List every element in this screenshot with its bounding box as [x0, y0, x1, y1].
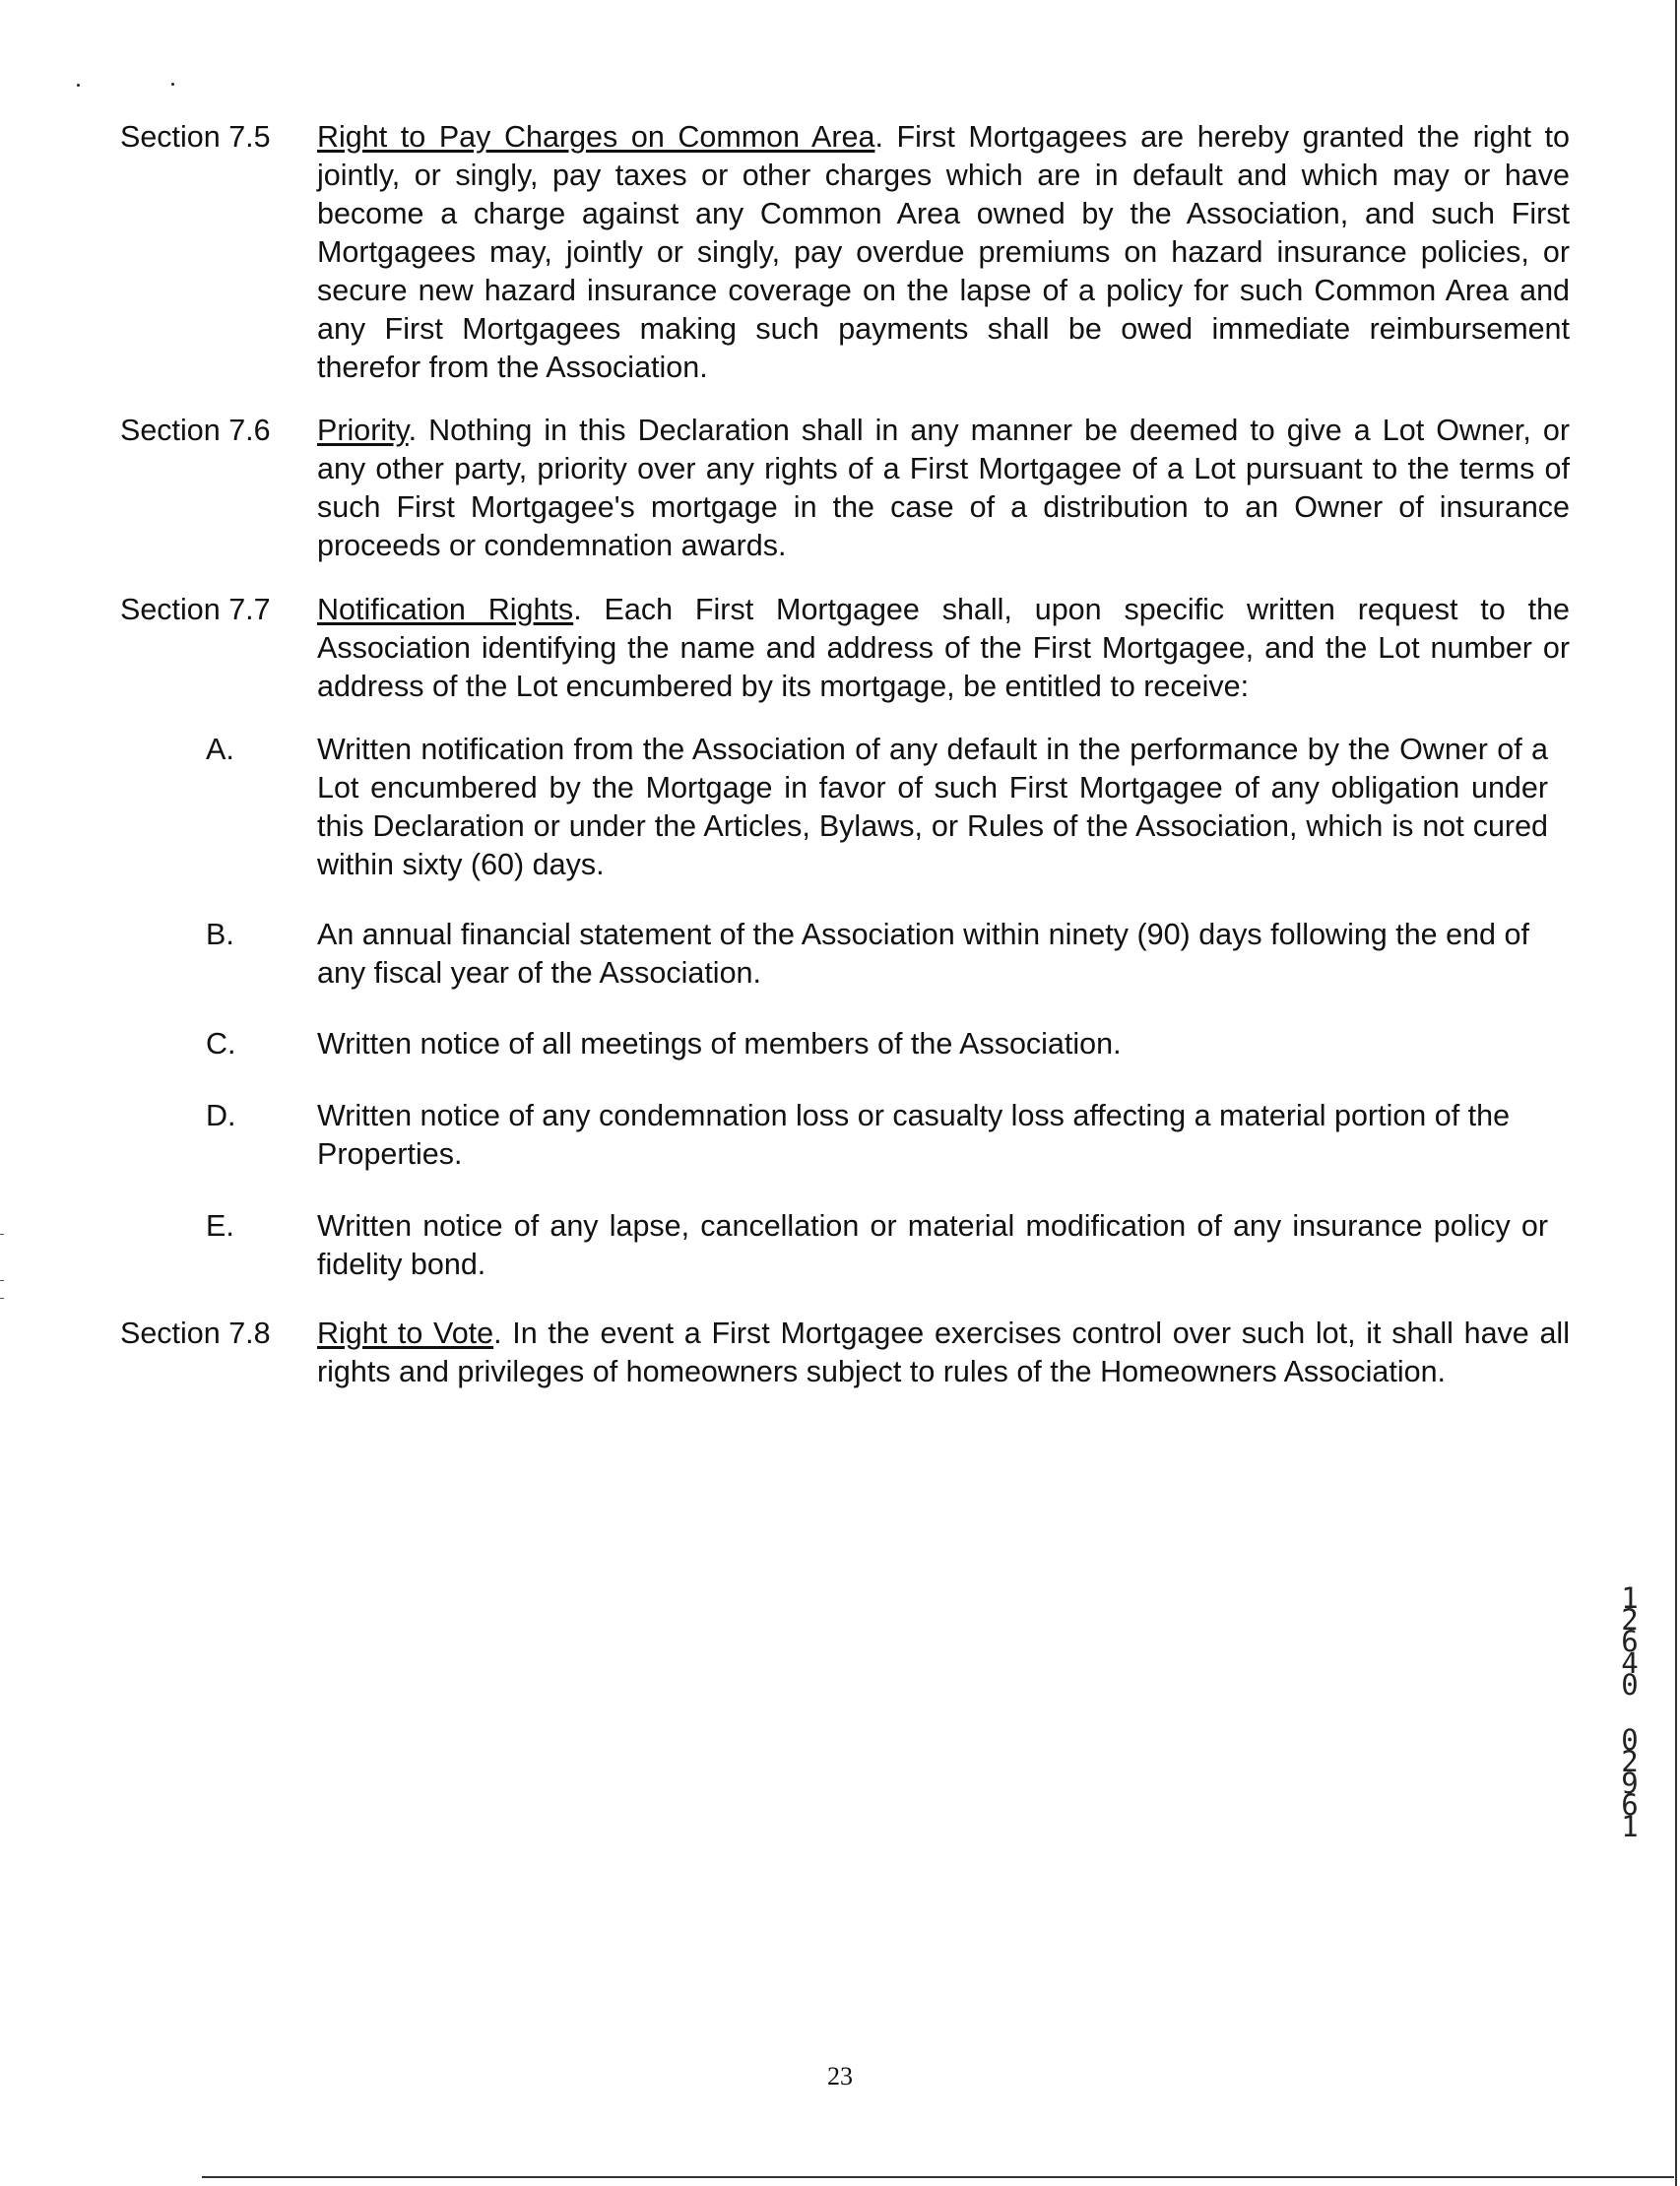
- section-heading: Priority: [317, 414, 409, 447]
- section-7-6: [120, 412, 1570, 565]
- scan-artifact: [171, 83, 174, 86]
- document-id-part-2: 02961: [1621, 1723, 1639, 1843]
- section-paragraph: [317, 1315, 1570, 1391]
- section-heading: Notification Rights: [317, 593, 574, 626]
- section-body: . Nothing in this Declaration shall in any manner be deemed to give a Lot Owner, or any other party, priority over any rights of a First Mortgagee of a Lot pursuant to the terms of such First Mortgagee's mortgage in the case of a distribution to an Owner of insurance proceeds or condemnation awards.: [317, 414, 1570, 562]
- list-item-letter: C.: [206, 1027, 236, 1061]
- section-label: Section 7.8: [120, 1317, 271, 1350]
- list-item-letter: E.: [206, 1209, 234, 1243]
- list-item-text: Written notice of any condemnation loss or casualty loss affecting a material portion of the Properties.: [317, 1099, 1511, 1171]
- section-body: . Each First Mortgagee shall, upon specific written request to the Association identifying the name and address of the First Mortgagee, and the Lot number or address of the Lot encumbered by its mortgage, be entitled to receive:: [317, 593, 1570, 703]
- list-item-text: Written notice of all meetings of members of the Association.: [317, 1027, 1122, 1061]
- document-id-part-1: 12640: [1621, 1581, 1639, 1702]
- page-number: 23: [827, 2062, 853, 2090]
- list-item-letter: D.: [206, 1099, 236, 1132]
- section-label: Section 7.7: [120, 593, 271, 626]
- section-paragraph: [317, 412, 1570, 565]
- section-7-7: [120, 591, 1570, 706]
- section-heading: Right to Vote: [317, 1317, 494, 1350]
- section-label: Section 7.5: [120, 120, 271, 154]
- section-7-5: [120, 118, 1570, 387]
- section-paragraph: [317, 118, 1570, 387]
- section-heading: Right to Pay Charges on Common Area: [317, 120, 875, 154]
- scan-artifact: [0, 1234, 4, 1235]
- list-item: [120, 916, 1548, 993]
- scan-artifact: [0, 1280, 4, 1281]
- section-label: Section 7.6: [120, 414, 271, 447]
- list-item-text: Written notice of any lapse, cancellation or material modification of any insurance policy or fidelity bond.: [317, 1209, 1548, 1281]
- section-7-8: [120, 1315, 1570, 1391]
- list-item: [120, 1097, 1548, 1174]
- scan-artifact: [77, 84, 80, 87]
- list-item-letter: A.: [206, 733, 234, 766]
- list-item: [120, 1207, 1548, 1284]
- list-item-text: An annual financial statement of the Association within ninety (90) days following the end of any fiscal year of the Association.: [317, 918, 1529, 990]
- section-paragraph: [317, 591, 1570, 706]
- section-body: . First Mortgagees are hereby granted the right to jointly, or singly, pay taxes or other charges which are in default and which may or have become a charge against any Common Area owned by the Association, and such First Mortgagees may, jointly or singly, pay overdue premiums on hazard insurance policies, or secure new hazard insurance coverage on the lapse of a policy for such Common Area and any First Mortgagees making such payments shall be owed immediate reimbursement therefor from the Association.: [317, 120, 1570, 384]
- section-body: . In the event a First Mortgagee exercises control over such lot, it shall have all rights and privileges of homeowners subject to rules of the Homeowners Association.: [317, 1317, 1570, 1388]
- page-bottom-rule: [202, 2176, 1674, 2178]
- scan-artifact: [0, 1298, 4, 1299]
- page-edge: [1675, 0, 1677, 2186]
- list-item-letter: B.: [206, 918, 234, 951]
- list-item-text: Written notification from the Association of any default in the performance by the Owner of a Lot encumbered by the Mortgage in favor of such First Mortgagee of any obligation under this Declaration or under the Articles, Bylaws, or Rules of the Association, which is not cured within sixty (60) days.: [317, 733, 1548, 881]
- list-item: [120, 1025, 1548, 1063]
- list-item: [120, 731, 1548, 884]
